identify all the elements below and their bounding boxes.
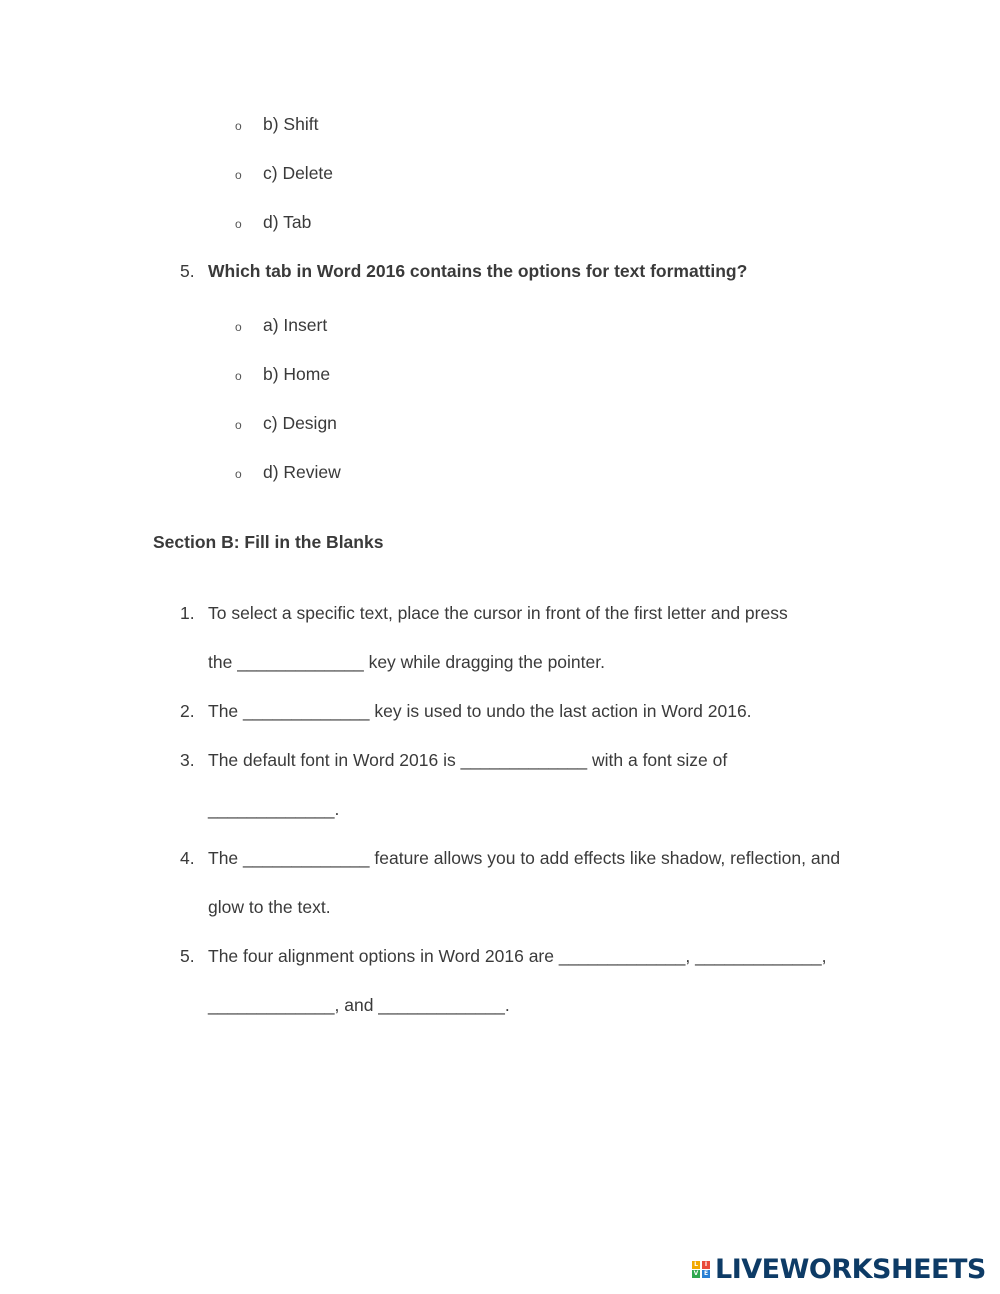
bullet-icon: o: [235, 119, 242, 133]
q5-number: 5.: [180, 261, 195, 281]
bullet-icon: o: [235, 217, 242, 231]
fill-item-number: 3.: [180, 750, 195, 770]
q4-option-c: c) Delete: [263, 163, 334, 183]
fill-item-2-line-1: The _____________ key is used to undo the last action in Word 2016.: [208, 701, 752, 721]
q5-option-c: c) Design: [263, 413, 337, 433]
bullet-icon: o: [235, 418, 242, 432]
bullet-icon: o: [235, 369, 242, 383]
q5-option-b: b) Home: [263, 364, 331, 384]
fill-item-3-line-1: The default font in Word 2016 is _____________ with a font size of: [208, 750, 728, 770]
fill-item-4-line-1: The _____________ feature allows you to add effects like shadow, reflection, and: [208, 848, 841, 868]
q5-question: Which tab in Word 2016 contains the options for text formatting?: [208, 261, 748, 281]
fill-item-number: 4.: [180, 848, 195, 868]
logo-text: LIVEWORKSHEETS: [715, 1253, 986, 1285]
logo-mark-icon: L I V E: [693, 1260, 709, 1277]
q4-option-d: d) Tab: [263, 212, 312, 232]
fill-item-1-line-2: the _____________ key while dragging the pointer.: [208, 652, 605, 672]
bullet-icon: o: [235, 467, 242, 481]
section-b-title: Section B: Fill in the Blanks: [153, 532, 384, 552]
fill-item-3-line-2: _____________.: [208, 799, 340, 819]
q4-option-b: b) Shift: [263, 114, 319, 134]
fill-item-1-line-1: To select a specific text, place the cursor in front of the first letter and press: [208, 603, 788, 623]
fill-item-number: 2.: [180, 701, 195, 721]
bullet-icon: o: [235, 168, 242, 182]
fill-item-4-line-2: glow to the text.: [208, 897, 331, 917]
q5-option-a: a) Insert: [263, 315, 328, 335]
fill-item-5-line-1: The four alignment options in Word 2016 are _____________, _____________,: [208, 946, 827, 966]
liveworksheets-logo: [692, 1252, 986, 1286]
fill-item-number: 5.: [180, 946, 195, 966]
fill-item-5-line-2: _____________, and _____________.: [208, 995, 510, 1015]
bullet-icon: o: [235, 320, 242, 334]
fill-item-number: 1.: [180, 603, 195, 623]
q5-option-d: d) Review: [263, 462, 341, 482]
